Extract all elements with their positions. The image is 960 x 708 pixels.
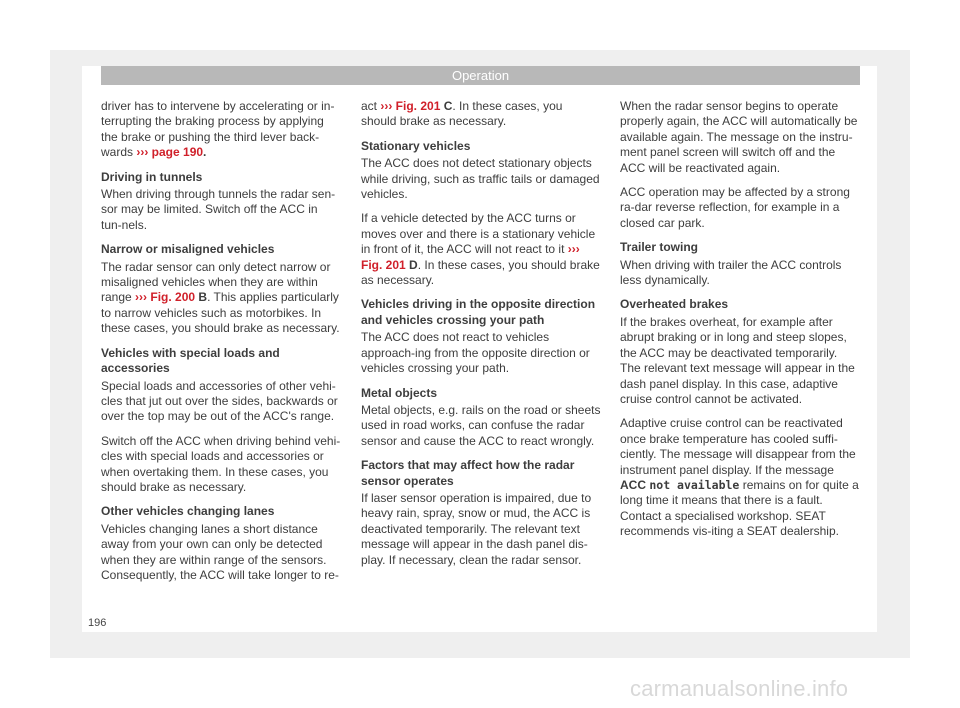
- column-2: [361, 99, 601, 577]
- paragraph: Adaptive cruise control can be reactivated once brake temperature has cooled suffi-ciently. The message will disappear from the instrument panel display. If the message ACC not available remains on for quite a long time it means that there is a fault. Contact a specialised workshop. SEAT recommends vis-iting a SEAT dealership.: [620, 416, 859, 539]
- section-title: Operation: [451, 68, 510, 83]
- paragraph: Switch off the ACC when driving behind vehi-cles with special loads and accessories or when overtaking them. In these cases, you should brake as necessary.: [101, 433, 341, 494]
- paragraph: If the brakes overheat, for example after abrupt braking or in long and steep slopes, the ACC may be deactivated temporarily. The relevant text message will appear in the dash panel display. In this case, adaptive cruise control cannot be activated.: [620, 314, 855, 406]
- paragraph: driver has to intervene by accelerating or in-terrupting the braking process by applying the brake or pushing the third lever back-wards ››› page 190.: [101, 99, 335, 160]
- paragraph: When the radar sensor begins to operate properly again, the ACC will automatically be available again. The message on the instru-ment panel screen will switch off and the ACC will be reactivated again.: [620, 99, 858, 175]
- page-number: 196: [88, 617, 107, 629]
- paragraph: The ACC does not detect stationary objects while driving, such as traffic tails or damaged vehicles.: [361, 156, 600, 202]
- heading-changing-lanes: Other vehicles changing lanes: [101, 504, 275, 519]
- figure-reference-link[interactable]: ››› Fig. 200: [135, 290, 196, 305]
- heading-radar-factors: Factors that may affect how the radar sensor operates: [361, 458, 575, 488]
- heading-trailer-towing: Trailer towing: [620, 240, 699, 255]
- heading-tunnels: Driving in tunnels: [101, 169, 203, 184]
- page-reference-link[interactable]: ››› page 190: [136, 145, 204, 160]
- paragraph: The ACC does not react to vehicles approach-ing from the opposite direction or vehicles crossing your path.: [361, 330, 590, 376]
- paragraph: The radar sensor can only detect narrow or misaligned vehicles when they are within range ››› Fig. 200 B. This applies particularly to narrow vehicles such as motorbikes. In these cases, you should brake as necessary.: [101, 259, 340, 336]
- heading-stationary-vehicles: Stationary vehicles: [361, 138, 471, 153]
- figure-reference-link[interactable]: ››› Fig. 201: [380, 99, 441, 113]
- heading-special-loads: Vehicles with special loads and accessories: [101, 345, 280, 376]
- section-header: [101, 66, 860, 85]
- display-message: ACC: [620, 477, 646, 492]
- heading-opposite-direction: Vehicles driving in the opposite direction and vehicles crossing your path: [361, 297, 596, 327]
- paragraph: When driving with trailer the ACC controls less dynamically.: [620, 257, 842, 288]
- column-1: [101, 99, 341, 592]
- paragraph: When driving through tunnels the radar sen-sor may be limited. Switch off the ACC in tun-nels.: [101, 187, 336, 232]
- display-message: not available: [649, 477, 740, 492]
- watermark: carmanualsonline.info: [630, 676, 849, 701]
- heading-metal-objects: Metal objects: [361, 385, 438, 400]
- paragraph: act ››› Fig. 201 C. In these cases, you should brake as necessary.: [361, 99, 563, 129]
- heading-narrow-vehicles: Narrow or misaligned vehicles: [101, 242, 275, 257]
- paragraph: If a vehicle detected by the ACC turns or moves over and there is a stationary vehicle in front of it, the ACC will not react to it ››› Fig. 201 D. In these cases, you should brake as necessary.: [361, 211, 600, 288]
- paragraph: Special loads and accessories of other vehi-cles that jut out over the sides, backwards or over the top may be out of the ACC's range.: [101, 378, 338, 424]
- figure-reference-link[interactable]: ››› Fig. 201: [361, 242, 580, 272]
- heading-overheated-brakes: Overheated brakes: [620, 297, 729, 312]
- paragraph: If laser sensor operation is impaired, due to heavy rain, spray, snow or mud, the ACC is deactivated temporarily. The relevant text message will appear in the dash panel dis-play. If necessary, clean the radar sensor.: [361, 490, 592, 567]
- paragraph: ACC operation may be affected by a strong ra-dar reverse reflection, for example in a closed car park.: [620, 185, 850, 230]
- paragraph: Vehicles changing lanes a short distance away from your own can only be detected when they are within range of the sensors. Consequently, the ACC will take longer to re-: [101, 521, 339, 582]
- column-3: [620, 99, 860, 549]
- paragraph: Metal objects, e.g. rails on the road or sheets used in road works, can confuse the radar sensor and cause the ACC to react wrongly.: [361, 402, 601, 448]
